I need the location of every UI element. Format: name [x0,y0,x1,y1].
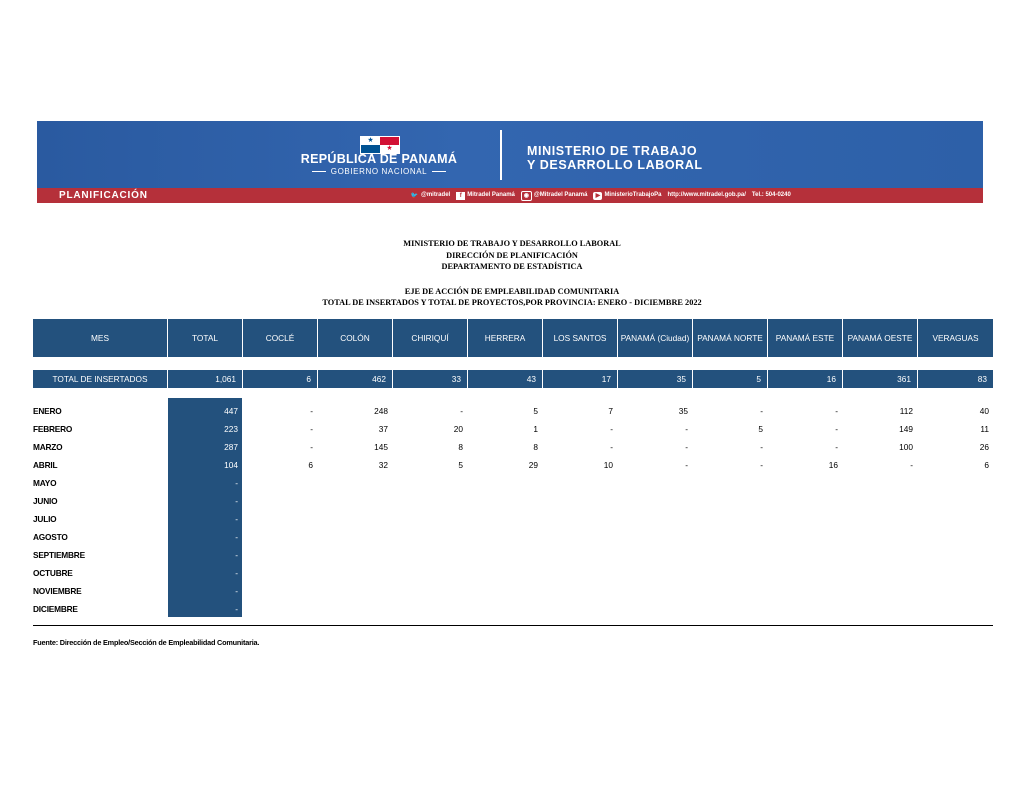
totals-cell: 17 [543,370,617,388]
table-cell [768,564,842,582]
totals-cell: 16 [768,370,842,388]
month-label: DICIEMBRE [33,604,78,614]
social-link-text: http://www.mitradel.gob.pa/ [667,192,746,198]
column-header-panama-oeste: PANAMÁ OESTE [843,319,917,357]
table-cell [468,600,542,618]
table-cell [318,600,392,618]
total-cell: 447 [224,406,238,416]
source-note: Fuente: Dirección de Empleo/Sección de Empleabilidad Comunitaria. [33,638,260,647]
table-cell [918,546,993,564]
table-cell [468,546,542,564]
table-cell: 6 [984,460,989,470]
table-cell [843,546,917,564]
social-link-text: Mitradel Panamá [467,192,515,198]
table-cell: 20 [453,424,463,434]
department-label: PLANIFICACIÓN [59,190,148,201]
total-cell: 104 [224,460,238,470]
table-cell [843,582,917,600]
table-cell [318,546,392,564]
table-cell [393,564,467,582]
table-cell [618,564,692,582]
column-header-panama-este: PANAMÁ ESTE [768,319,842,357]
table-cell: - [460,406,463,416]
table-cell: 40 [979,406,989,416]
table-cell [618,600,692,618]
table-cell [543,492,617,510]
social-link-text: MinisterioTrabajoPa [604,192,662,198]
table-cell: 11 [980,424,989,434]
table-cell [843,510,917,528]
table-cell [393,600,467,618]
table-cell [768,474,842,492]
table-cell: - [310,424,313,434]
table-cell [318,528,392,546]
month-label: MAYO [33,478,57,488]
total-cell: - [235,532,238,542]
table-cell [318,582,392,600]
table-cell [918,600,993,618]
table-cell [618,474,692,492]
table-cell [843,492,917,510]
table-cell [693,582,767,600]
table-cell [693,528,767,546]
table-cell: 8 [533,442,538,452]
header-banner [37,121,983,203]
table-cell [543,528,617,546]
table-cell: 37 [378,424,388,434]
table-cell: - [610,442,613,452]
table-cell [618,510,692,528]
government-subtitle: GOBIERNO NACIONAL [281,167,477,176]
social-link-text: @Mitradel Panamá [533,192,588,198]
banner-divider [500,130,502,180]
totals-cell: 6 [243,370,317,388]
title-axis: EJE DE ACCIÓN DE EMPLEABILIDAD COMUNITARIA [404,286,620,296]
column-header-panama-ciudad: PANAMÁ (Ciudad) [618,319,692,357]
title-direction: DIRECCIÓN DE PLANIFICACIÓN [446,250,578,260]
table-cell [693,600,767,618]
table-cell [393,492,467,510]
social-link[interactable] [456,188,515,203]
month-label: OCTUBRE [33,568,73,578]
table-cell: 5 [458,460,463,470]
table-cell [318,474,392,492]
total-cell: - [235,478,238,488]
table-cell [918,510,993,528]
table-cell [243,492,317,510]
table-cell [468,492,542,510]
month-label: AGOSTO [33,532,68,542]
total-cell: - [235,550,238,560]
table-cell [543,474,617,492]
instagram-icon: ◉ [521,191,532,201]
social-link[interactable] [521,188,588,203]
month-label: ENERO [33,406,62,416]
table-cell: 35 [678,406,688,416]
table-cell: 149 [899,424,913,434]
column-header-los-santos: LOS SANTOS [543,319,617,357]
column-header-cocle: COCLÉ [243,319,317,357]
table-cell [918,528,993,546]
table-cell [693,510,767,528]
totals-cell: 33 [393,370,467,388]
table-cell [243,564,317,582]
facebook-icon: f [456,192,465,200]
table-cell [393,546,467,564]
social-link[interactable] [667,188,745,203]
table-cell [318,564,392,582]
total-cell: - [235,568,238,578]
table-cell [468,564,542,582]
month-label: MARZO [33,442,63,452]
month-label: SEPTIEMBRE [33,550,85,560]
table-cell [693,474,767,492]
column-header-panama-norte: PANAMÁ NORTE [693,319,767,357]
column-header-chiriqui: CHIRIQUÍ [393,319,467,357]
table-cell: - [835,442,838,452]
table-cell [243,600,317,618]
table-cell: 145 [374,442,388,452]
table-cell: - [835,424,838,434]
totals-label: TOTAL DE INSERTADOS [33,370,167,388]
column-header-mes: MES [33,319,167,357]
table-cell: 6 [308,460,313,470]
table-cell [468,510,542,528]
table-cell [543,564,617,582]
table-cell [693,546,767,564]
table-cell [243,528,317,546]
social-links [410,188,791,203]
totals-cell: 35 [618,370,692,388]
table-cell [543,510,617,528]
social-link[interactable] [593,188,661,203]
table-cell: 26 [979,442,989,452]
table-cell [468,528,542,546]
table-cell [393,474,467,492]
totals-cell: 361 [843,370,917,388]
table-cell [768,510,842,528]
month-label: ABRIL [33,460,58,470]
table-cell [618,528,692,546]
table-cell [468,582,542,600]
column-header-total: TOTAL [168,319,242,357]
table-cell: 10 [603,460,613,470]
table-cell: 7 [608,406,613,416]
table-cell [918,564,993,582]
table-cell: 8 [458,442,463,452]
totals-cell: 83 [918,370,993,388]
table-cell [768,600,842,618]
table-cell [618,582,692,600]
table-cell [393,510,467,528]
table-cell: 32 [378,460,388,470]
table-cell: 29 [528,460,538,470]
title-department: DEPARTAMENTO DE ESTADÍSTICA [441,262,583,271]
table-cell [693,564,767,582]
table-cell: - [310,442,313,452]
table-cell [393,582,467,600]
table-cell [918,492,993,510]
table-cell: - [760,460,763,470]
table-cell [768,528,842,546]
table-cell [243,582,317,600]
table-cell: - [685,424,688,434]
table-cell [843,564,917,582]
totals-cell: 43 [468,370,542,388]
table-cell [468,474,542,492]
table-cell [768,492,842,510]
totals-cell: 462 [318,370,392,388]
youtube-icon: ▶ [593,192,602,200]
table-cell [843,600,917,618]
panama-flag-icon: ★ ★ [360,136,400,154]
total-cell: 223 [224,424,238,434]
totals-cell: 5 [693,370,767,388]
total-cell: - [235,496,238,506]
month-label: JUNIO [33,496,58,506]
table-cell [543,600,617,618]
table-cell [318,492,392,510]
table-cell: 112 [899,406,913,416]
table-cell [618,546,692,564]
table-cell [918,474,993,492]
table-cell [918,582,993,600]
table-cell: - [760,406,763,416]
table-bottom-rule [33,625,993,626]
table-cell: - [910,460,913,470]
social-link[interactable] [410,188,450,203]
table-cell [243,510,317,528]
table-cell: - [760,442,763,452]
month-label: JULIO [33,514,57,524]
table-cell [768,546,842,564]
table-cell: 1 [533,424,538,434]
table-cell: - [685,442,688,452]
social-link-text: @mitradel [421,192,451,198]
title-ministry: MINISTERIO DE TRABAJO Y DESARROLLO LABORAL [403,239,621,248]
table-cell [243,474,317,492]
total-cell: 287 [224,442,238,452]
table-cell: 5 [533,406,538,416]
document-titles [0,238,1024,309]
column-header-veraguas: VERAGUAS [918,319,993,357]
table-cell [693,492,767,510]
total-cell: - [235,586,238,596]
social-link[interactable] [752,188,791,203]
table-cell: - [610,424,613,434]
table-cell: 5 [758,424,763,434]
table-cell [243,546,317,564]
table-cell [768,582,842,600]
table-cell [843,528,917,546]
banner-blue-band [37,121,983,188]
title-report: TOTAL DE INSERTADOS Y TOTAL DE PROYECTOS,POR PROVINCIA: ENERO - DICIEMBRE 2022 [322,298,702,307]
column-header-colon: COLÓN [318,319,392,357]
table-cell: 100 [899,442,913,452]
table-cell [318,510,392,528]
republic-title: REPÚBLICA DE PANAMÁ [300,152,458,166]
ministry-logo-text: MINISTERIO DE TRABAJO Y DESARROLLO LABORAL [527,144,703,172]
twitter-icon: 🐦 [410,193,419,199]
table-cell: - [835,406,838,416]
table-cell [543,582,617,600]
total-cell: - [235,514,238,524]
month-label: FEBRERO [33,424,73,434]
totals-cell: 1,061 [168,370,242,388]
table-cell: - [310,406,313,416]
table-cell [618,492,692,510]
table-cell [543,546,617,564]
month-label: NOVIEMBRE [33,586,82,596]
table-cell: - [685,460,688,470]
social-link-text: Tel.: 504-0240 [751,192,791,198]
table-cell [393,528,467,546]
column-header-herrera: HERRERA [468,319,542,357]
total-cell: - [235,604,238,614]
table-cell: 248 [374,406,388,416]
table-cell: 16 [828,460,838,470]
table-cell [843,474,917,492]
